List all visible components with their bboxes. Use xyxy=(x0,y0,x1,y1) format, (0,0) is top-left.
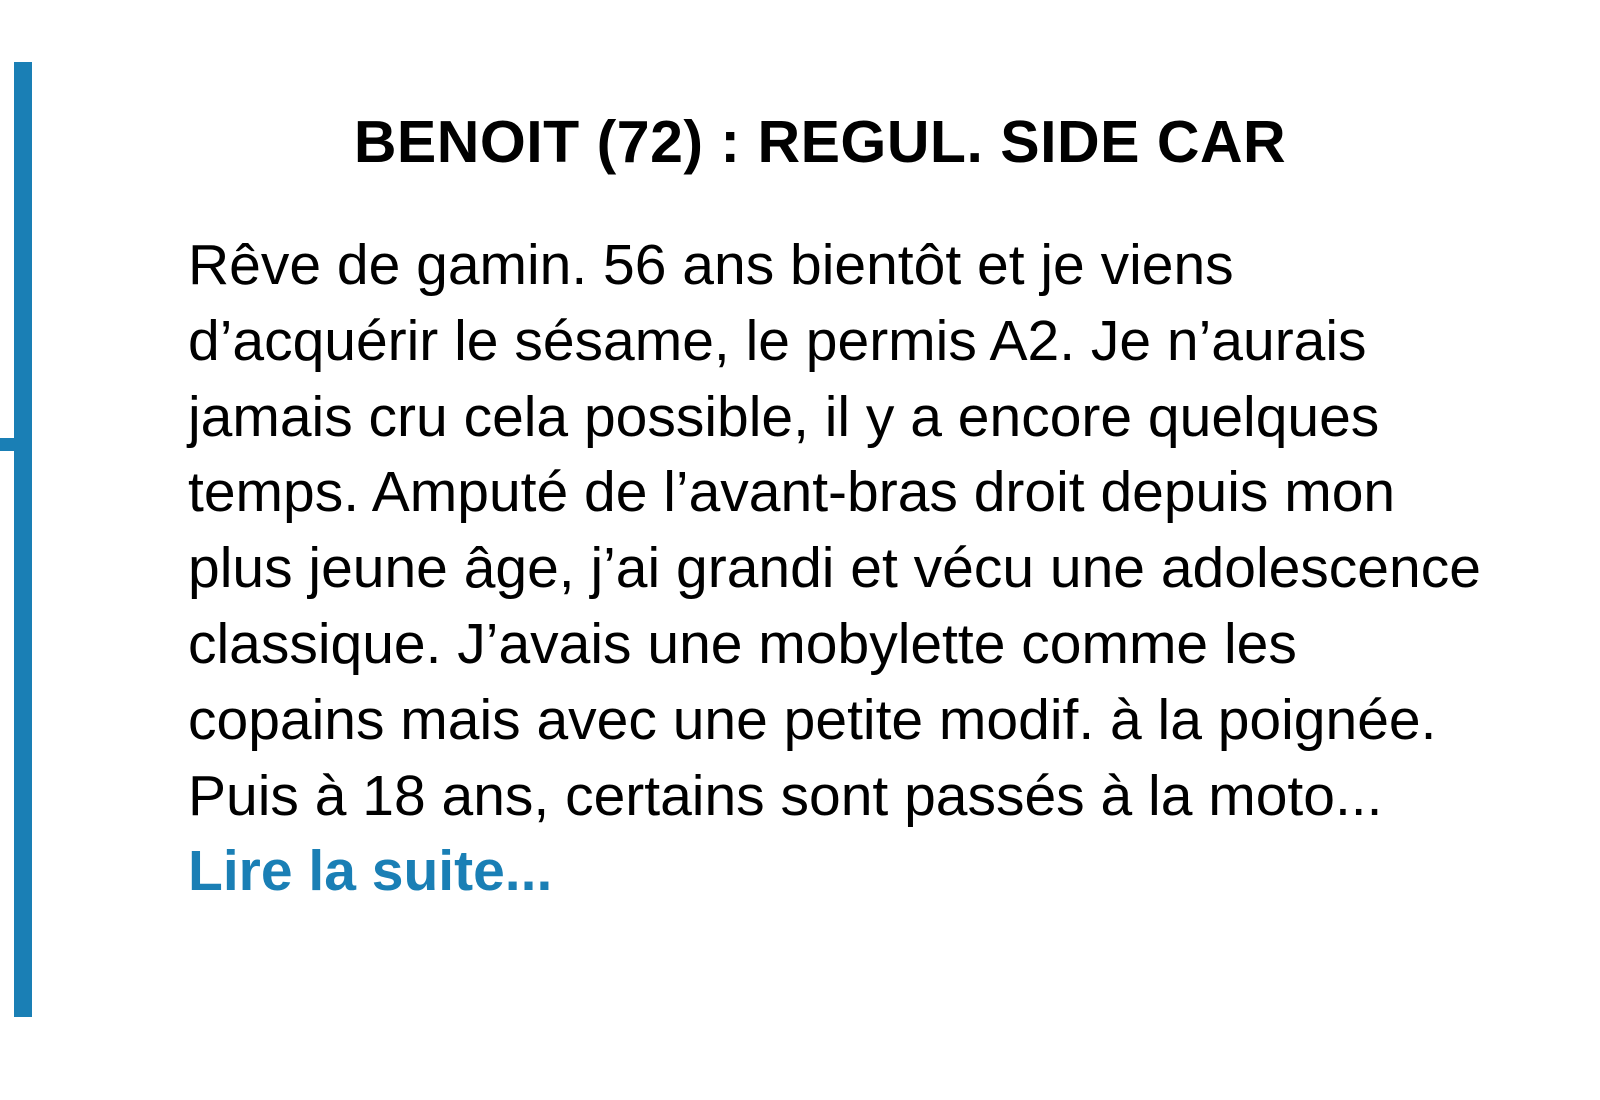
read-more-link[interactable]: Lire la suite... xyxy=(188,839,553,904)
left-accent-bar xyxy=(14,62,32,1017)
body-text-content: Rêve de gamin. 56 ans bientôt et je viens d’acquérir le sésame, le permis A2. Je n’aurais jamais cru cela possible, il y a encore quelques temps. Amputé de l’avant-bras droit depuis mon plus jeune âge, j’ai grandi et vécu une adolescence classique. J’avais une mobylette comme les copains mais avec une petite modif. à la poignée. Puis à 18 ans, certains sont passés à la moto... xyxy=(188,233,1481,828)
page-title: BENOIT (72) : REGUL. SIDE CAR xyxy=(353,108,1287,175)
body-paragraph xyxy=(188,228,1488,910)
left-accent-tick xyxy=(0,438,16,451)
